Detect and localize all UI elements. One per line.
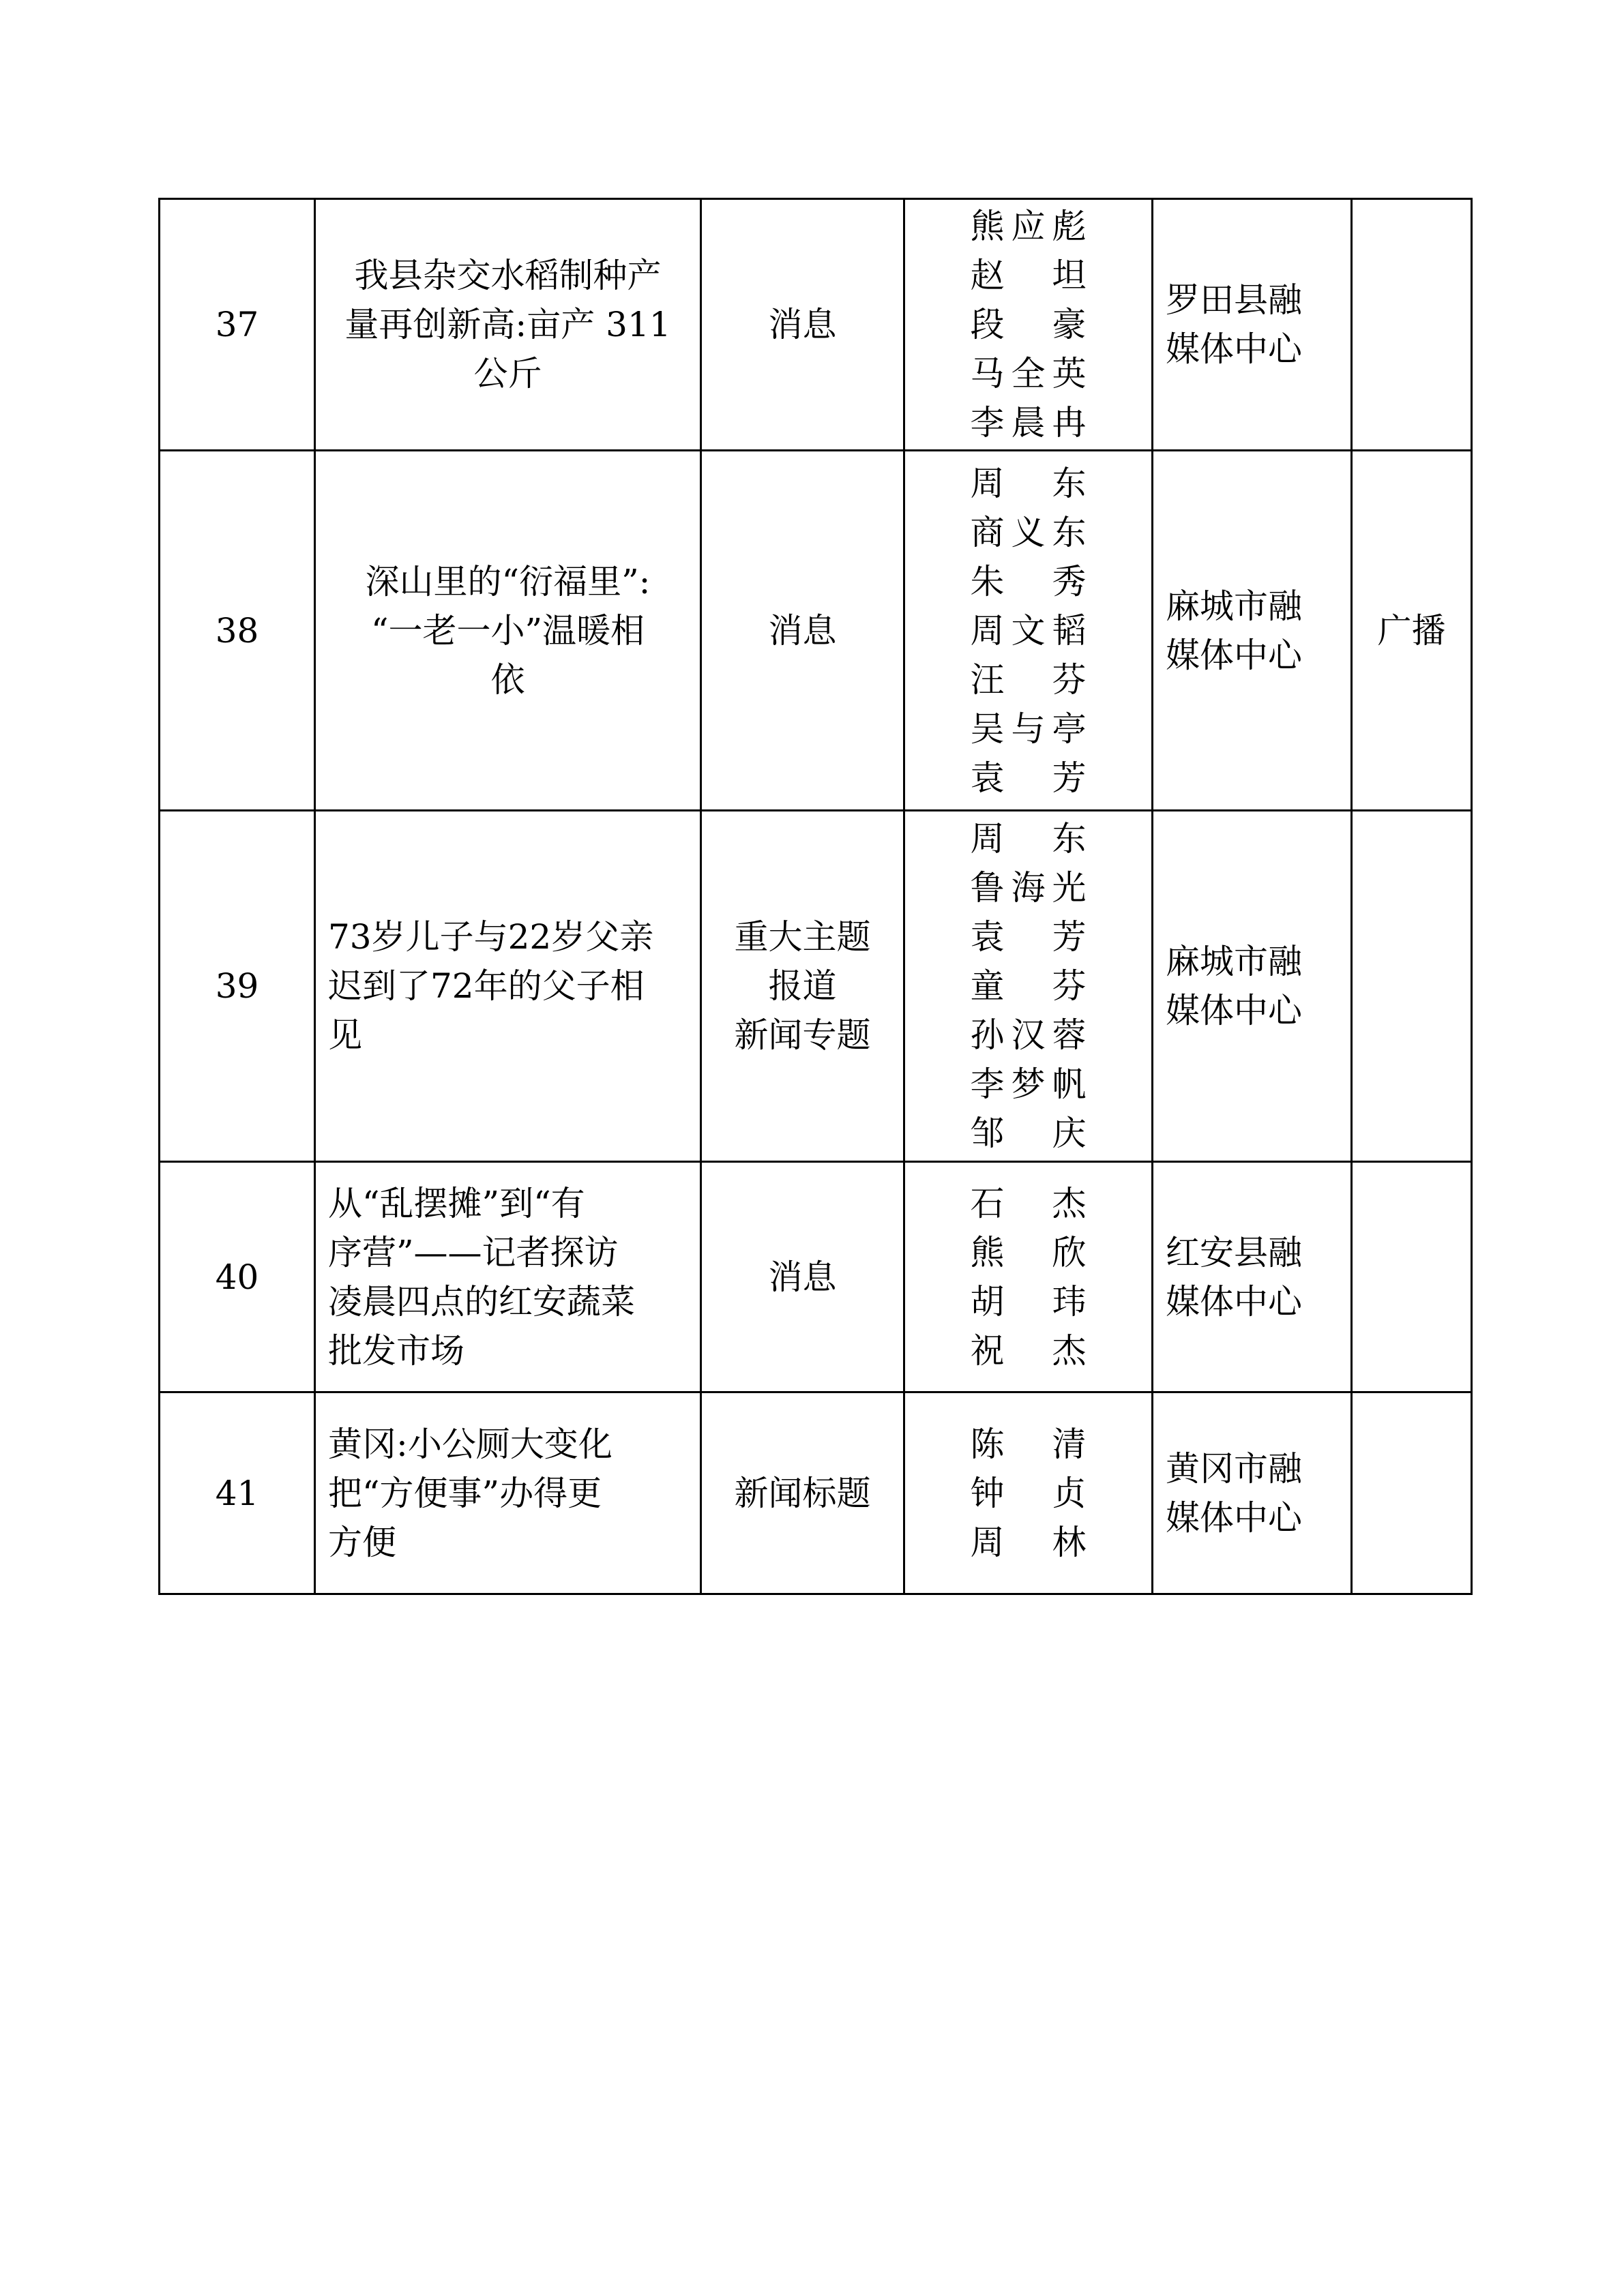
entry-number: 38 bbox=[215, 610, 259, 651]
author-line bbox=[917, 1011, 1139, 1060]
author-name: 石 杰 bbox=[970, 1183, 1087, 1223]
title-line: 序营”——记者探访 bbox=[328, 1232, 619, 1272]
title-line: 把“方便事”办得更 bbox=[328, 1473, 602, 1513]
author-name: 马全英 bbox=[970, 354, 1087, 393]
entry-number: 39 bbox=[215, 966, 259, 1006]
author-line bbox=[917, 1060, 1139, 1109]
author-line bbox=[917, 961, 1139, 1011]
author-line bbox=[917, 1179, 1139, 1228]
author-name: 胡 玮 bbox=[970, 1281, 1087, 1322]
category-line: 报道 bbox=[768, 966, 837, 1006]
entry-category-cell bbox=[701, 1392, 904, 1594]
entry-number: 40 bbox=[215, 1257, 259, 1297]
title-line: 公斤 bbox=[473, 354, 542, 393]
author-line bbox=[917, 1420, 1139, 1469]
entry-number-cell bbox=[160, 1392, 315, 1594]
entry-title-cell bbox=[315, 199, 701, 451]
author-name: 周 东 bbox=[970, 819, 1087, 859]
author-name: 鲁海光 bbox=[970, 868, 1087, 908]
author-name: 袁 芳 bbox=[970, 917, 1087, 957]
entry-title-cell bbox=[315, 451, 701, 811]
author-name: 段 豪 bbox=[970, 305, 1087, 344]
unit-line: 媒体中心 bbox=[1166, 991, 1302, 1030]
author-line bbox=[917, 1518, 1139, 1567]
unit-line: 罗田县融 bbox=[1166, 280, 1302, 320]
entry-number-cell bbox=[160, 199, 315, 451]
author-name: 赵 坦 bbox=[970, 256, 1087, 295]
unit-line: 媒体中心 bbox=[1166, 329, 1302, 369]
entry-unit-cell bbox=[1153, 811, 1352, 1162]
author-line bbox=[917, 863, 1139, 912]
author-name: 汪 芬 bbox=[970, 659, 1087, 700]
entry-number-cell bbox=[160, 1162, 315, 1392]
title-line: 方便 bbox=[328, 1522, 396, 1562]
category-line: 新闻专题 bbox=[734, 1015, 871, 1055]
entry-category-cell bbox=[701, 1162, 904, 1392]
title-line: 见 bbox=[328, 1015, 362, 1055]
entry-title-cell bbox=[315, 1392, 701, 1594]
title-line: 黄冈:小公厕大变化 bbox=[328, 1424, 612, 1464]
title-line: 迟到了72年的父子相 bbox=[328, 966, 645, 1006]
author-line bbox=[917, 814, 1139, 863]
author-line bbox=[917, 1326, 1139, 1375]
unit-line: 媒体中心 bbox=[1166, 635, 1302, 675]
entry-note: 广播 bbox=[1377, 610, 1446, 651]
entry-number: 37 bbox=[215, 305, 259, 344]
table-row bbox=[160, 1392, 1472, 1594]
author-name: 童 芬 bbox=[970, 966, 1087, 1006]
author-line bbox=[917, 398, 1139, 447]
entry-title-cell bbox=[315, 811, 701, 1162]
author-name: 周 林 bbox=[970, 1522, 1087, 1562]
author-line bbox=[917, 557, 1139, 606]
author-name: 朱 秀 bbox=[970, 561, 1087, 601]
entry-number-cell bbox=[160, 451, 315, 811]
unit-line: 麻城市融 bbox=[1166, 586, 1302, 626]
author-name: 祝 杰 bbox=[970, 1330, 1087, 1371]
table-body bbox=[160, 199, 1472, 1594]
author-name: 李梦帆 bbox=[970, 1064, 1087, 1104]
category-line: 新闻标题 bbox=[734, 1473, 871, 1513]
author-line bbox=[917, 1277, 1139, 1326]
author-name: 周 东 bbox=[970, 463, 1087, 503]
entry-category-cell bbox=[701, 199, 904, 451]
table-row bbox=[160, 811, 1472, 1162]
author-name: 邹 庆 bbox=[970, 1114, 1087, 1153]
author-line bbox=[917, 912, 1139, 961]
author-line bbox=[917, 704, 1139, 754]
title-line: 批发市场 bbox=[328, 1330, 464, 1371]
entry-category-cell bbox=[701, 451, 904, 811]
author-name: 钟 贞 bbox=[970, 1473, 1087, 1513]
author-line bbox=[917, 655, 1139, 704]
author-name: 熊 欣 bbox=[970, 1232, 1087, 1272]
author-name: 陈 清 bbox=[970, 1424, 1087, 1464]
table-row bbox=[160, 199, 1472, 451]
category-line: 消息 bbox=[768, 1257, 837, 1297]
entry-note-cell bbox=[1352, 1392, 1472, 1594]
table-row bbox=[160, 451, 1472, 811]
title-line: 深山里的“衍福里”: bbox=[365, 561, 651, 601]
entry-authors-cell bbox=[904, 811, 1153, 1162]
author-name: 袁 芳 bbox=[970, 758, 1087, 798]
entry-unit-cell bbox=[1153, 1392, 1352, 1594]
author-name: 熊应彪 bbox=[970, 207, 1087, 246]
unit-line: 黄冈市融 bbox=[1166, 1448, 1302, 1489]
author-line bbox=[917, 251, 1139, 300]
title-line: 量再创新高:亩产 311 bbox=[344, 305, 671, 344]
entry-unit-cell bbox=[1153, 451, 1352, 811]
category-line: 消息 bbox=[768, 610, 837, 651]
author-name: 吴与亭 bbox=[970, 709, 1087, 749]
author-line bbox=[917, 349, 1139, 398]
author-line bbox=[917, 1109, 1139, 1158]
unit-line: 麻城市融 bbox=[1166, 942, 1302, 981]
title-line: 从“乱摆摊”到“有 bbox=[328, 1183, 585, 1223]
unit-line: 媒体中心 bbox=[1166, 1281, 1302, 1322]
entry-authors-cell bbox=[904, 451, 1153, 811]
author-name: 李晨冉 bbox=[970, 403, 1087, 443]
author-name: 商义东 bbox=[970, 512, 1087, 552]
author-name: 孙汉蓉 bbox=[970, 1015, 1087, 1055]
title-line: 我县杂交水稻制种产 bbox=[354, 256, 662, 295]
entry-number-cell bbox=[160, 811, 315, 1162]
author-name: 周文韬 bbox=[970, 610, 1087, 651]
author-line bbox=[917, 1469, 1139, 1518]
category-line: 重大主题 bbox=[734, 917, 871, 957]
table-row bbox=[160, 1162, 1472, 1392]
category-line: 消息 bbox=[768, 305, 837, 344]
title-line: 凌晨四点的红安蔬菜 bbox=[328, 1281, 635, 1322]
title-line: 依 bbox=[490, 659, 525, 700]
entry-unit-cell bbox=[1153, 199, 1352, 451]
title-line: 73岁儿子与22岁父亲 bbox=[328, 917, 654, 957]
author-line bbox=[917, 300, 1139, 349]
author-line bbox=[917, 754, 1139, 803]
entry-note-cell bbox=[1352, 451, 1472, 811]
author-line bbox=[917, 202, 1139, 251]
entry-authors-cell bbox=[904, 1392, 1153, 1594]
entry-title-cell bbox=[315, 1162, 701, 1392]
author-line bbox=[917, 459, 1139, 508]
entry-note-cell bbox=[1352, 1162, 1472, 1392]
entry-note-cell bbox=[1352, 811, 1472, 1162]
awards-table bbox=[158, 198, 1473, 1595]
unit-line: 红安县融 bbox=[1166, 1232, 1302, 1272]
entry-authors-cell bbox=[904, 1162, 1153, 1392]
entry-category-cell bbox=[701, 811, 904, 1162]
entry-authors-cell bbox=[904, 199, 1153, 451]
entry-unit-cell bbox=[1153, 1162, 1352, 1392]
author-line bbox=[917, 606, 1139, 655]
entry-note-cell bbox=[1352, 199, 1472, 451]
author-line bbox=[917, 1228, 1139, 1277]
unit-line: 媒体中心 bbox=[1166, 1497, 1302, 1538]
entry-number: 41 bbox=[215, 1473, 259, 1513]
title-line: “一老一小”温暖相 bbox=[370, 610, 645, 651]
author-line bbox=[917, 508, 1139, 557]
